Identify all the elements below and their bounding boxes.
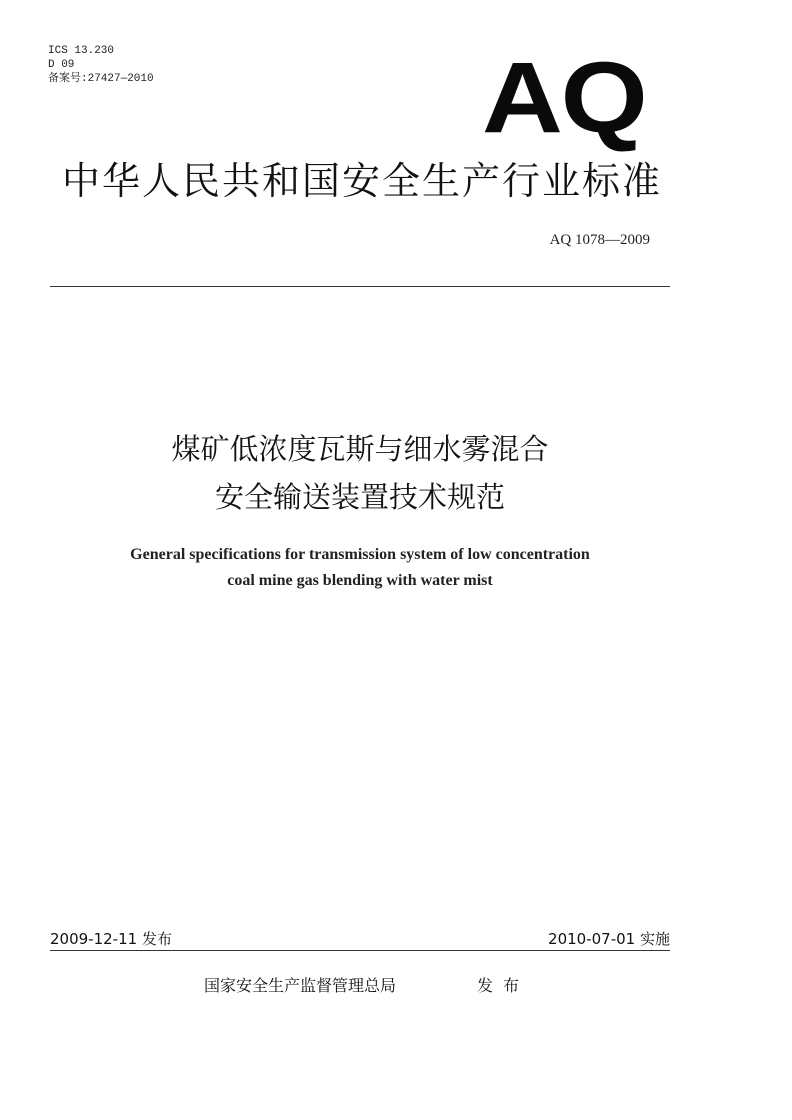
document-title-cn-line2: 安全输送装置技术规范 [214, 480, 505, 514]
ics-code: ICS 13.230 [48, 45, 115, 57]
implementation-date: 2010-07-01 实施 [548, 930, 670, 948]
bottom-divider [50, 950, 670, 951]
standard-number: AQ 1078—2009 [549, 232, 650, 248]
record-number: 备案号:27427—2010 [48, 73, 154, 85]
aq-logo: AQ [482, 42, 646, 154]
document-title-en-line2: coal mine gas blending with water mist [227, 572, 493, 589]
document-title-en-line1: General specifications for transmission system of low concentration [130, 546, 590, 563]
ccs-code: D 09 [48, 59, 75, 71]
document-title-cn-line1: 煤矿低浓度瓦斯与细水雾混合 [171, 432, 549, 466]
top-divider [50, 286, 670, 287]
standard-category-title: 中华人民共和国安全生产行业标准 [62, 159, 663, 203]
issuing-authority: 国家安全生产监督管理总局 [204, 976, 397, 995]
classification-block [48, 44, 154, 86]
issuing-action: 发布 [477, 976, 530, 995]
issue-date: 2009-12-11 发布 [50, 930, 172, 948]
